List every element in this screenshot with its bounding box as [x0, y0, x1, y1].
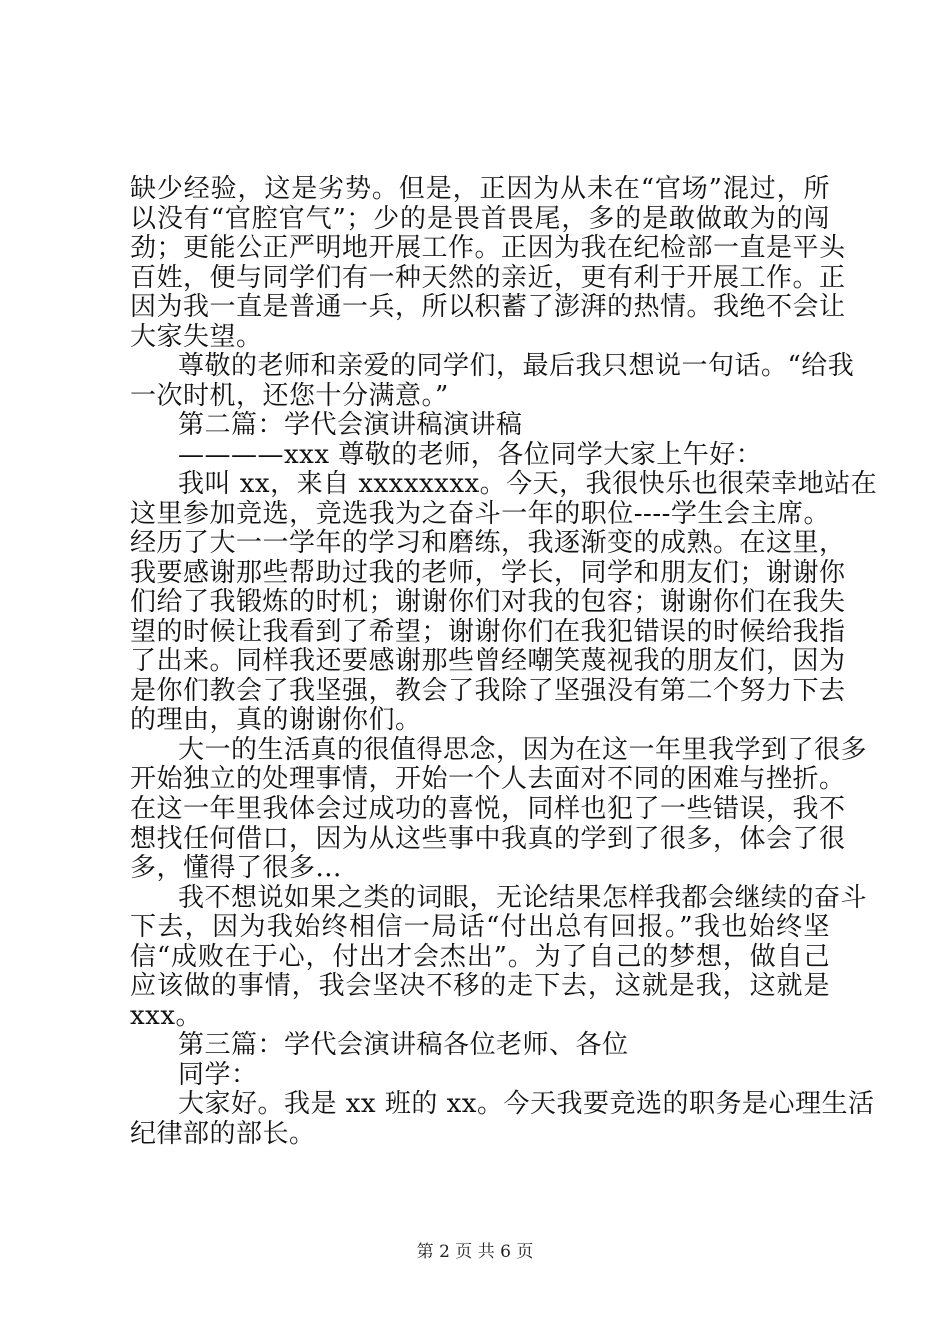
- text-line: 尊敬的老师和亲爱的同学们，最后我只想说一句话。“给我: [178, 351, 855, 381]
- text-line: 一次时机，还您十分满意。”: [130, 381, 449, 411]
- text-line: 大一的生活真的很值得思念，因为在这一年里我学到了很多: [178, 735, 868, 765]
- text-line: 信“成败在于心，付出才会杰出”。为了自己的梦想，做自己: [130, 942, 830, 972]
- text-line: 大家好。我是 xx 班的 xx。今天我要竞选的职务是心理生活: [178, 1089, 875, 1119]
- text-line: 了出来。同样我还要感谢那些曾经嘲笑蔑视我的朋友们，因为: [130, 646, 846, 676]
- text-line: 下去，因为我始终相信一局话“付出总有回报。”我也始终坚: [130, 912, 830, 942]
- page-footer: 第 2 页 共 6 页: [416, 1242, 534, 1262]
- text-line: 的理由，真的谢谢你们。: [130, 705, 422, 735]
- text-line: 我叫 xx，来自 xxxxxxxx。今天，我很快乐也很荣幸地站在: [178, 469, 878, 499]
- text-line: xxx。: [130, 1001, 202, 1031]
- text-line: 经历了大一一学年的学习和磨练，我逐渐变的成熟。在这里，: [130, 528, 846, 558]
- text-line: 百姓，便与同学们有一种天然的亲近，更有利于开展工作。正: [130, 263, 846, 293]
- text-line: 望的时候让我看到了希望；谢谢你们在我犯错误的时候给我指: [130, 617, 846, 647]
- text-line: 缺少经验，这是劣势。但是，正因为从未在“官场”混过，所: [130, 174, 830, 204]
- text-line: 们给了我锻炼的时机；谢谢你们对我的包容；谢谢你们在我失: [130, 587, 846, 617]
- text-line: 在这一年里我体会过成功的喜悦，同样也犯了一些错误，我不: [130, 794, 846, 824]
- text-line: 以没有“官腔官气”；少的是畏首畏尾，多的是敢做敢为的闯: [130, 204, 830, 234]
- text-line: ————xxx 尊敬的老师，各位同学大家上午好：: [178, 440, 763, 470]
- text-line: 我不想说如果之类的词眼，无论结果怎样我都会继续的奋斗: [178, 883, 868, 913]
- text-line: 同学：: [178, 1060, 258, 1090]
- text-line: 因为我一直是普通一兵，所以积蓄了澎湃的热情。我绝不会让: [130, 292, 846, 322]
- text-line: 劲；更能公正严明地开展工作。正因为我在纪检部一直是平头: [130, 233, 846, 263]
- text-line: 开始独立的处理事情，开始一个人去面对不同的困难与挫折。: [130, 764, 846, 794]
- text-line: 应该做的事情，我会坚决不移的走下去，这就是我，这就是: [130, 971, 830, 1001]
- text-line: 想找任何借口，因为从这些事中我真的学到了很多，体会了很: [130, 824, 846, 854]
- text-line: 这里参加竞选，竞选我为之奋斗一年的职位----学生会主席。: [130, 499, 830, 529]
- text-line: 大家失望。: [130, 322, 263, 352]
- section-heading: 第三篇：学代会演讲稿各位老师、各位: [178, 1030, 629, 1060]
- text-line: 多，懂得了很多...: [130, 853, 342, 883]
- text-line: 纪律部的部长。: [130, 1119, 316, 1149]
- text-line: 是你们教会了我坚强，教会了我除了坚强没有第二个努力下去: [130, 676, 846, 706]
- text-line: 我要感谢那些帮助过我的老师，学长，同学和朋友们；谢谢你: [130, 558, 846, 588]
- section-heading: 第二篇：学代会演讲稿演讲稿: [178, 410, 523, 440]
